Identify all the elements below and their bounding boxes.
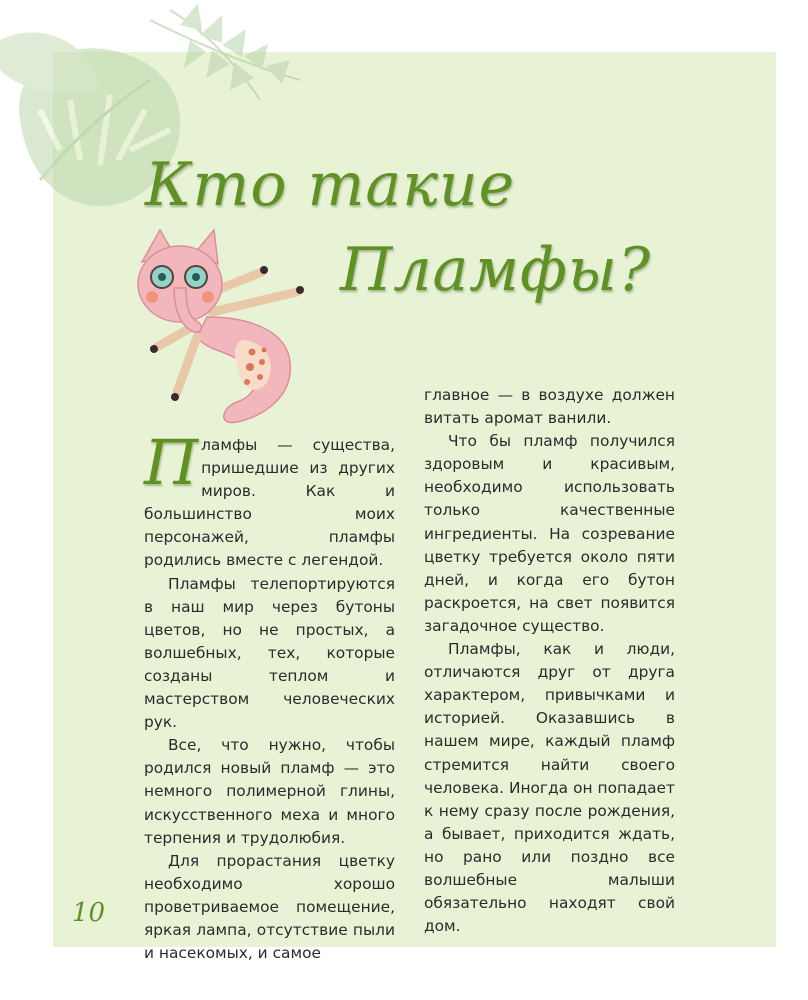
- plamf-creature-icon: [112, 222, 322, 437]
- paragraph-3: Все, что нужно, чтобы родился новый пламф — это немного полимерной глины, искусственного меха и много терпения и трудолюбия.: [144, 736, 395, 847]
- paragraph-2: Пламфы телепортируются в наш мир через бутоны цветов, но не простых, а волшебных, тех, которые созданы теплом и мастерством человеческих рук.: [144, 574, 395, 732]
- paragraph-6: Пламфы, как и люди, отличаются друг от друга характером, привычками и историей. Оказавшись в нашем мире, каждый пламф стремится найти своего человека. Иногда он попадает к нему сразу после рождения, а бывает, приходится ждать, но рано или поздно все волшебные малыши обязательно находят свой дом.: [424, 640, 675, 936]
- paragraph-1: [144, 426, 395, 573]
- page-title-line-2: Пламфы?: [340, 235, 652, 305]
- text-column-left: [144, 426, 395, 965]
- paragraph-5: Что бы пламф получился здоровым и красивым, необходимо использовать только качественные ингредиенты. На созревание цветку требуется около пяти дней, и когда его бутон раскроется, на свет появится загадочное существо.: [424, 432, 675, 635]
- dropcap-letter: П: [144, 426, 199, 499]
- text-column-right: [424, 384, 675, 938]
- page-title-line-1: Кто такие: [145, 150, 516, 220]
- paragraph-1-text: ламфы — существа, пришедшие из других миров. Как и большинство моих персонажей, пламфы родились вместе с легендой.: [144, 436, 395, 570]
- paragraph-4: Для прорастания цветку необходимо хорошо проветриваемое помещение, яркая лампа, отсутствие пыли и насекомых, и самое: [144, 851, 395, 963]
- page-number: 10: [72, 898, 106, 928]
- paragraph-4-continued: главное — в воздухе должен витать аромат ванили.: [424, 386, 675, 428]
